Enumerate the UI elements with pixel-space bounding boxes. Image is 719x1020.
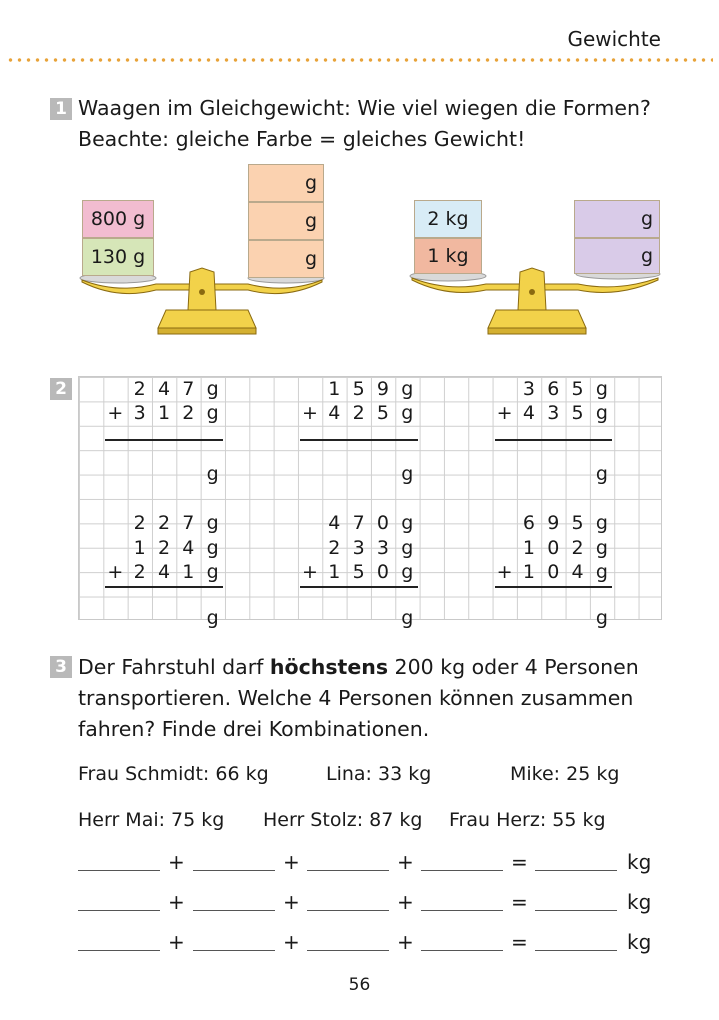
- task1-line1: Waagen im Gleichgewicht: Wie viel wiegen die Formen?: [78, 96, 651, 120]
- unknown-block-3: g: [248, 240, 324, 278]
- digit: 1: [182, 561, 195, 583]
- unit-label: g: [401, 512, 414, 535]
- plus-sign: +: [302, 402, 318, 425]
- digit: 0: [547, 561, 560, 583]
- result-line: [300, 586, 418, 588]
- digit: 0: [547, 536, 560, 559]
- unit-label: g: [595, 378, 608, 400]
- digit: 4: [157, 378, 171, 400]
- plus-sign: +: [168, 850, 185, 874]
- digit: 6: [547, 378, 560, 400]
- result-unit: g: [206, 607, 219, 630]
- task3-line1: Der Fahrstuhl darf höchstens 200 kg oder 4 Personen: [78, 655, 639, 679]
- task2-number-badge: 2: [50, 378, 72, 400]
- answer-blank[interactable]: [78, 910, 160, 911]
- plus-sign: +: [107, 561, 124, 583]
- plus-sign: +: [302, 561, 318, 583]
- unit-label: g: [595, 561, 608, 583]
- digit: 4: [157, 561, 171, 583]
- answer-blank[interactable]: [307, 950, 389, 951]
- answer-blank[interactable]: [421, 950, 503, 951]
- task1-line2: Beachte: gleiche Farbe = gleiches Gewicht!: [78, 127, 526, 151]
- task3-bold-word: höchstens: [269, 655, 389, 679]
- plus-sign: +: [283, 850, 300, 874]
- addition-grid: [78, 376, 662, 630]
- unit-label: g: [206, 561, 219, 583]
- unit-label: g: [206, 512, 219, 535]
- answer-blank[interactable]: [193, 870, 275, 871]
- digit: 1: [133, 536, 146, 559]
- digit: 2: [133, 512, 146, 535]
- equals-sign: =: [511, 850, 528, 874]
- dotted-divider: [6, 58, 713, 62]
- digit: 2: [182, 402, 195, 425]
- result-unit: g: [206, 463, 219, 486]
- digit: 2: [157, 512, 171, 535]
- weight-block-800g: 800 g: [82, 200, 154, 238]
- balance-scale-right: [408, 160, 678, 340]
- answer-blank[interactable]: [78, 870, 160, 871]
- digit: 4: [522, 402, 535, 425]
- unknown-block-purple-2: g: [574, 238, 660, 274]
- page-header-title: Gewichte: [567, 27, 661, 51]
- unknown-block-2: g: [248, 202, 324, 240]
- digit: 3: [376, 536, 389, 559]
- digit: 1: [157, 402, 171, 425]
- task1-number-badge: 1: [50, 98, 72, 120]
- digit: 1: [522, 561, 535, 583]
- digit: 2: [157, 536, 171, 559]
- plus-sign: +: [397, 930, 414, 954]
- plus-sign: +: [107, 402, 124, 425]
- unit-label: g: [401, 402, 414, 425]
- digit: 4: [328, 512, 341, 535]
- unit-label: g: [595, 512, 608, 535]
- digit: 3: [133, 402, 146, 425]
- result-line: [105, 439, 223, 441]
- digit: 5: [571, 378, 584, 400]
- unknown-block-purple-1: g: [574, 200, 660, 238]
- plus-sign: +: [496, 561, 513, 583]
- digit: 7: [182, 512, 195, 535]
- person-frau-schmidt: Frau Schmidt: 66 kg: [78, 763, 269, 785]
- digit: 9: [547, 512, 560, 535]
- answer-blank[interactable]: [421, 910, 503, 911]
- digit: 3: [547, 402, 560, 425]
- task3-line2: transportieren. Welche 4 Personen können zusammen: [78, 686, 634, 710]
- plus-sign: +: [397, 890, 414, 914]
- answer-blank[interactable]: [535, 870, 617, 871]
- unknown-block-1: g: [248, 164, 324, 202]
- answer-blank[interactable]: [535, 910, 617, 911]
- plus-sign: +: [283, 890, 300, 914]
- unit-label: g: [595, 536, 608, 559]
- result-unit: g: [401, 607, 414, 630]
- unit-label: g: [206, 402, 219, 425]
- digit: 3: [522, 378, 535, 400]
- result-line: [495, 439, 613, 441]
- answer-blank[interactable]: [307, 870, 389, 871]
- digit: 5: [376, 402, 389, 425]
- unit-kg: kg: [627, 930, 652, 954]
- equals-sign: =: [511, 890, 528, 914]
- result-unit: g: [401, 463, 414, 486]
- plus-sign: +: [496, 402, 513, 425]
- person-herr-mai: Herr Mai: 75 kg: [78, 809, 225, 831]
- weight-block-130g: 130 g: [82, 238, 154, 276]
- unit-kg: kg: [627, 890, 652, 914]
- unit-label: g: [401, 536, 414, 559]
- plus-sign: +: [168, 890, 185, 914]
- weight-block-1kg: 1 kg: [414, 238, 482, 274]
- digit: 4: [571, 561, 584, 583]
- digit: 1: [522, 536, 535, 559]
- digit: 2: [352, 402, 365, 425]
- unit-label: g: [401, 561, 414, 583]
- unit-label: g: [206, 536, 219, 559]
- digit: 2: [328, 536, 341, 559]
- balance-scale-left: [78, 160, 348, 340]
- digit: 6: [522, 512, 535, 535]
- task3-instruction: [78, 652, 639, 745]
- digit: 5: [352, 378, 365, 400]
- result-line: [105, 586, 223, 588]
- unit-kg: kg: [627, 850, 652, 874]
- digit: 1: [328, 378, 341, 400]
- unit-label: g: [595, 402, 608, 425]
- answer-blank[interactable]: [193, 950, 275, 951]
- task3-line3: fahren? Finde drei Kombinationen.: [78, 717, 430, 741]
- digit: 5: [571, 402, 584, 425]
- page-number: 56: [348, 975, 371, 995]
- person-mike: Mike: 25 kg: [510, 763, 620, 785]
- task1-instruction: [78, 93, 651, 155]
- digit: 4: [182, 536, 195, 559]
- digit: 2: [571, 536, 584, 559]
- person-lina: Lina: 33 kg: [326, 763, 432, 785]
- plus-sign: +: [283, 930, 300, 954]
- weight-block-2kg: 2 kg: [414, 200, 482, 238]
- person-herr-stolz: Herr Stolz: 87 kg: [263, 809, 423, 831]
- digit: 1: [328, 561, 341, 583]
- digit: 9: [376, 378, 389, 400]
- digit: 0: [376, 561, 389, 583]
- result-line: [300, 439, 418, 441]
- digit: 4: [328, 402, 341, 425]
- equals-sign: =: [511, 930, 528, 954]
- plus-sign: +: [397, 850, 414, 874]
- answer-blank[interactable]: [421, 870, 503, 871]
- digit: 2: [133, 561, 146, 583]
- digit: 5: [352, 561, 365, 583]
- person-frau-herz: Frau Herz: 55 kg: [449, 809, 606, 831]
- unit-label: g: [401, 378, 414, 400]
- digit: 7: [352, 512, 365, 535]
- unit-label: g: [206, 378, 219, 400]
- answer-blank[interactable]: [535, 950, 617, 951]
- answer-blank[interactable]: [78, 950, 160, 951]
- result-unit: g: [595, 463, 608, 486]
- digit: 3: [352, 536, 365, 559]
- answer-blank[interactable]: [193, 910, 275, 911]
- plus-sign: +: [168, 930, 185, 954]
- digit: 5: [571, 512, 584, 535]
- task3-number-badge: 3: [50, 656, 72, 678]
- digit: 0: [376, 512, 389, 535]
- result-unit: g: [595, 607, 608, 630]
- digit: 2: [133, 378, 146, 400]
- digit: 7: [182, 378, 195, 400]
- answer-blank[interactable]: [307, 910, 389, 911]
- result-line: [495, 586, 613, 588]
